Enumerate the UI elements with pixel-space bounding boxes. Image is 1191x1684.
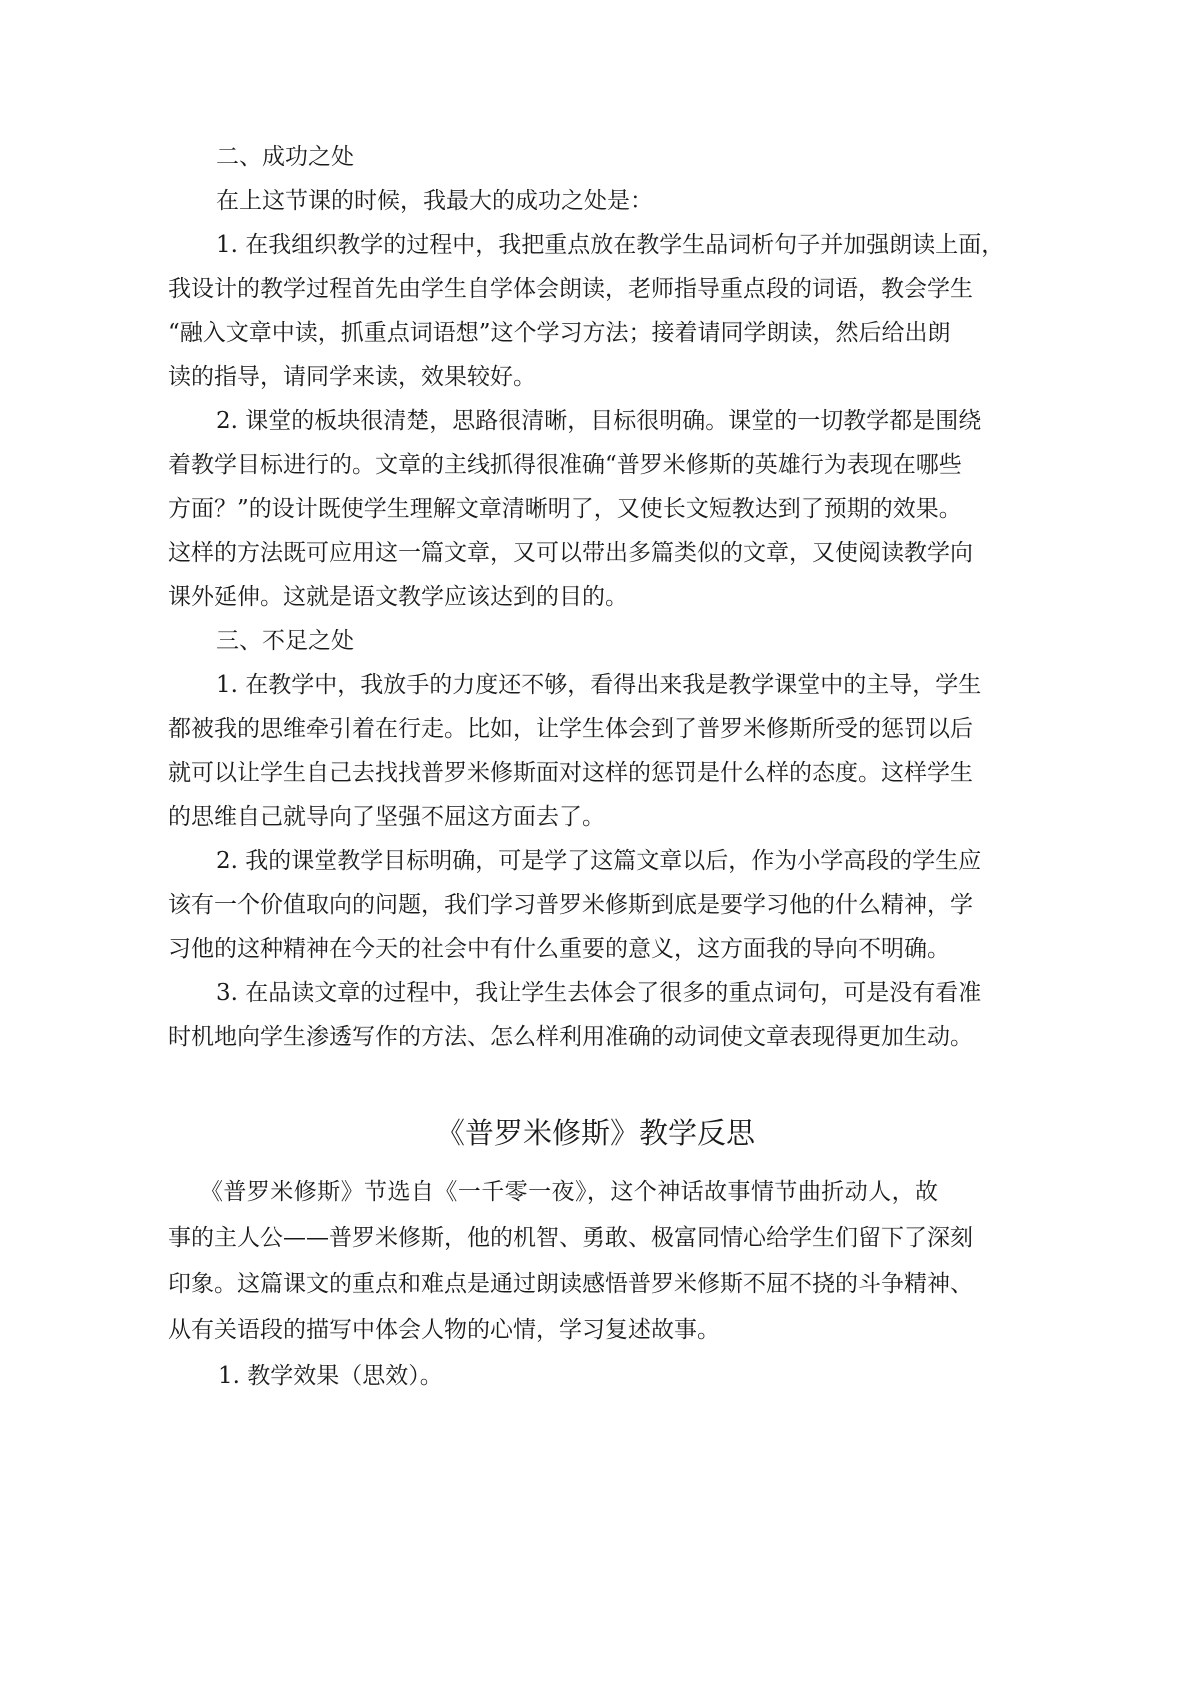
paragraph-line: 方面？”的设计既使学生理解文章清晰明了，又使长文短教达到了预期的效果。 xyxy=(168,496,962,522)
paragraph-line: 事的主人公——普罗米修斯，他的机智、勇敢、极富同情心给学生们留下了深刻 xyxy=(168,1225,973,1251)
paragraph-line: 1. 在我组织教学的过程中，我把重点放在教学生品词析句子并加强朗读上面， xyxy=(216,232,1005,258)
paragraph-line: 印象。这篇课文的重点和难点是通过朗读感悟普罗米修斯不屈不挠的斗争精神、 xyxy=(168,1271,973,1297)
paragraph-line: 习他的这种精神在今天的社会中有什么重要的意义，这方面我的导向不明确。 xyxy=(168,936,950,962)
paragraph-line: 1. 在教学中，我放手的力度还不够，看得出来我是教学课堂中的主导，学生 xyxy=(216,672,982,698)
paragraph-line: 《普罗米修斯》节选自《一千零一夜》，这个神话故事情节曲折动人，故 xyxy=(200,1179,938,1205)
paragraph-line: 课外延伸。这就是语文教学应该达到的目的。 xyxy=(168,584,628,610)
article-title: 《普罗米修斯》教学反思 xyxy=(435,1116,755,1150)
paragraph-line: 从有关语段的描写中体会人物的心情，学习复述故事。 xyxy=(168,1317,720,1343)
paragraph-line: 着教学目标进行的。文章的主线抓得很准确“普罗米修斯的英雄行为表现在哪些 xyxy=(168,452,962,478)
paragraph-line: 这样的方法既可应用这一篇文章，又可以带出多篇类似的文章，又使阅读教学向 xyxy=(168,540,973,566)
paragraph-line: 我设计的教学过程首先由学生自学体会朗读，老师指导重点段的词语，教会学生 xyxy=(168,276,973,302)
paragraph-line: 就可以让学生自己去找找普罗米修斯面对这样的惩罚是什么样的态度。这样学生 xyxy=(168,760,973,786)
paragraph-line: 3. 在品读文章的过程中，我让学生去体会了很多的重点词句，可是没有看准 xyxy=(216,980,982,1006)
paragraph-line: 都被我的思维牵引着在行走。比如，让学生体会到了普罗米修斯所受的惩罚以后 xyxy=(168,716,973,742)
paragraph-line: 2. 我的课堂教学目标明确，可是学了这篇文章以后，作为小学高段的学生应 xyxy=(216,848,982,874)
paragraph-line: 时机地向学生渗透写作的方法、怎么样利用准确的动词使文章表现得更加生动。 xyxy=(168,1024,973,1050)
paragraph-line: 2. 课堂的板块很清楚，思路很清晰，目标很明确。课堂的一切教学都是围绕 xyxy=(216,408,982,434)
section-heading-success: 二、成功之处 xyxy=(216,144,354,170)
paragraph-line: 的思维自己就导向了坚强不屈这方面去了。 xyxy=(168,804,605,830)
section-heading-shortcomings: 三、不足之处 xyxy=(216,628,354,654)
paragraph-line: “融入文章中读，抓重点词语想”这个学习方法；接着请同学朗读，然后给出朗 xyxy=(168,320,951,346)
paragraph-line: 在上这节课的时候，我最大的成功之处是： xyxy=(216,188,653,214)
paragraph-line: 读的指导，请同学来读，效果较好。 xyxy=(168,364,536,390)
list-item: 1. 教学效果（思效）。 xyxy=(218,1363,443,1389)
paragraph-line: 该有一个价值取向的问题，我们学习普罗米修斯到底是要学习他的什么精神，学 xyxy=(168,892,973,918)
